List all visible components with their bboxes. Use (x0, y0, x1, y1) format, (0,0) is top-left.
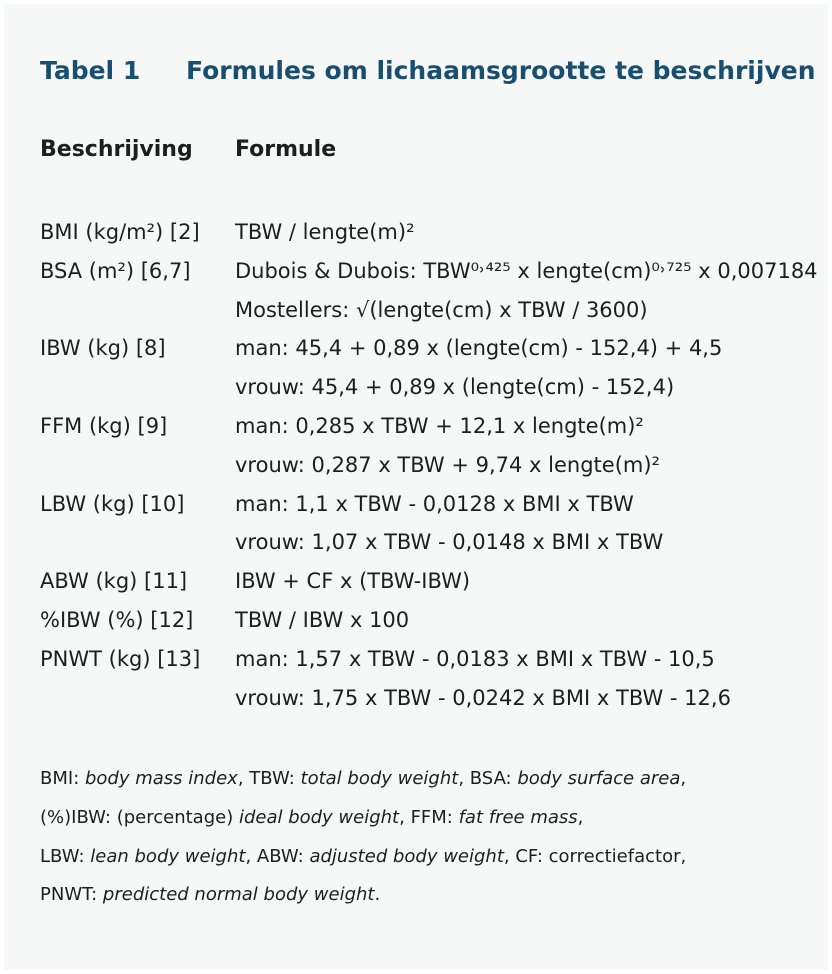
row-formula: vrouw: 1,07 x TBW - 0,0148 x BMI x TBW (235, 530, 664, 555)
row-formula: man: 45,4 + 0,89 x (lengte(cm) - 152,4) + 4,5 (235, 336, 723, 361)
footnote-line (40, 838, 686, 877)
term-ibw: ideal body weight (238, 806, 400, 828)
term-bmi: body mass index (84, 768, 238, 789)
table-title-text: Formules om lichaamsgrootte te beschrijven (186, 56, 816, 85)
row-formula: man: 1,57 x TBW - 0,0183 x BMI x TBW - 10,5 (235, 646, 715, 671)
row-description: PNWT (kg) [13] (40, 646, 201, 671)
row-formula: Dubois & Dubois: TBW⁰˒⁴²⁵ x lengte(cm)⁰˒⁷²⁵ x 0,007184 (235, 258, 818, 283)
abbr-cf: , CF: correctiefactor, (503, 845, 687, 867)
footnote-punct: , (680, 768, 687, 789)
row-description: %IBW (%) [12] (40, 607, 194, 632)
row-formula: TBW / IBW x 100 (235, 607, 410, 632)
abbr-tbw: , TBW: (237, 768, 301, 789)
table-title (40, 56, 816, 85)
abbr-lbw: LBW: (40, 845, 91, 867)
table-footnote (40, 760, 686, 915)
footnote-line (40, 799, 686, 838)
row-description: IBW (kg) [8] (40, 336, 166, 361)
abbr-ffm: , FFM: (399, 806, 459, 828)
term-pnwt: predicted normal body weight (102, 884, 375, 906)
footnote-line (40, 760, 686, 799)
header-formula: Formule (235, 137, 337, 162)
row-formula: vrouw: 1,75 x TBW - 0,0242 x BMI x TBW - 12,6 (235, 685, 731, 710)
row-formula: man: 0,285 x TBW + 12,1 x lengte(m)² (235, 413, 644, 438)
term-abw: adjusted body weight (309, 845, 504, 867)
abbr-abw: , ABW: (245, 845, 310, 867)
footnote-punct: , (577, 806, 584, 828)
term-bsa: body surface area (517, 768, 681, 789)
row-description: ABW (kg) [11] (40, 569, 188, 594)
header-description: Beschrijving (40, 137, 193, 162)
footnote-punct: . (374, 884, 381, 906)
abbr-ibw: (%)IBW: (percentage) (40, 806, 239, 828)
row-description: FFM (kg) [9] (40, 413, 168, 438)
row-formula: vrouw: 45,4 + 0,89 x (lengte(cm) - 152,4) (235, 375, 675, 400)
row-formula: man: 1,1 x TBW - 0,0128 x BMI x TBW (235, 491, 634, 516)
abbr-bmi: BMI: (40, 768, 85, 789)
term-ffm: fat free mass (458, 806, 578, 828)
row-formula: vrouw: 0,287 x TBW + 9,74 x lengte(m)² (235, 452, 660, 477)
row-formula: TBW / lengte(m)² (235, 220, 415, 244)
abbr-pnwt: PNWT: (40, 884, 103, 906)
abbr-bsa: , BSA: (458, 768, 518, 789)
term-tbw: total body weight (300, 768, 459, 789)
table-label: Tabel 1 (40, 56, 141, 85)
row-formula: IBW + CF x (TBW-IBW) (235, 569, 471, 594)
table-panel (4, 4, 828, 970)
term-lbw: lean body weight (90, 845, 246, 867)
footnote-line (40, 876, 686, 915)
row-description: LBW (kg) [10] (40, 491, 185, 516)
row-description: BSA (m²) [6,7] (40, 258, 191, 283)
row-description: BMI (kg/m²) [2] (40, 220, 200, 244)
row-formula: Mostellers: √(lengte(cm) x TBW / 3600) (235, 297, 648, 322)
